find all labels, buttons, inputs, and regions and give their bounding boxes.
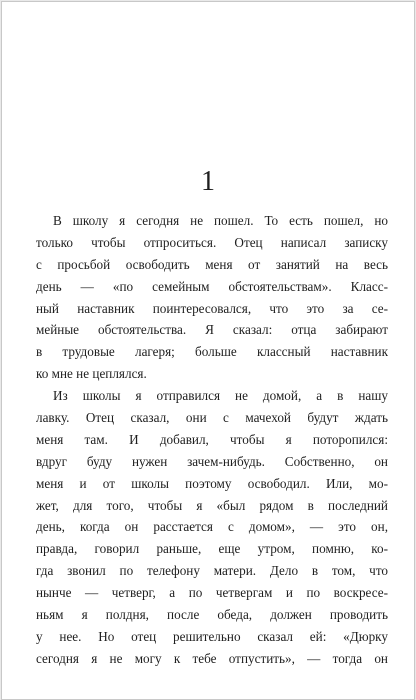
text-line: с просьбой освободить меня от занятий на весь: [36, 256, 388, 272]
text-line: Из школы я отправился не домой, а в нашу: [53, 388, 388, 404]
text-line: мейные обстоятельства. Я сказал: отца забирают: [36, 322, 388, 338]
text-line: правда, говорил раньше, еще утром, помню, ко-: [36, 541, 388, 557]
chapter-number: 1: [201, 166, 215, 197]
text-line: нынче — четверг, а по четвергам и по воскресе-: [36, 585, 388, 601]
text-line: сегодня я не могу к тебе отпустить», — тогда он: [36, 650, 388, 666]
text-line: у нее. Но отец решительно сказал ей: «Дюрку: [36, 628, 388, 644]
text-line: меня и от школы поэтому освободил. Или, мо-: [36, 475, 388, 491]
text-line: В школу я сегодня не пошел. То есть пошел, но: [53, 213, 388, 228]
text-line: ньям я полдня, после обеда, должен проводить: [36, 607, 388, 623]
text-line: только чтобы отпроситься. Отец написал записку: [36, 234, 388, 250]
body-text: [36, 210, 388, 670]
text-line: день, когда он расстается с домом», — это он,: [36, 519, 388, 535]
text-line: меня там. И добавил, чтобы я поторопился:: [36, 431, 388, 447]
text-line: жет, для того, чтобы я «был рядом в последний: [36, 497, 388, 513]
text-line: день — «по семейным обстоятельствам». Класс-: [36, 278, 388, 294]
text-line: ко мне не цеплялся.: [36, 366, 147, 382]
text-line: ный наставник поинтересовался, что это за се-: [36, 300, 388, 316]
book-page: [1, 1, 415, 700]
text-line: лавку. Отец сказал, они с мачехой будут ждать: [36, 410, 388, 426]
text-line: вдруг буду нужен зачем-нибудь. Собственно, он: [36, 453, 388, 469]
text-line: в трудовые лагеря; больше классный наставник: [36, 344, 388, 360]
text-line: гда звонил по телефону матери. Дело в том, что: [36, 563, 388, 579]
